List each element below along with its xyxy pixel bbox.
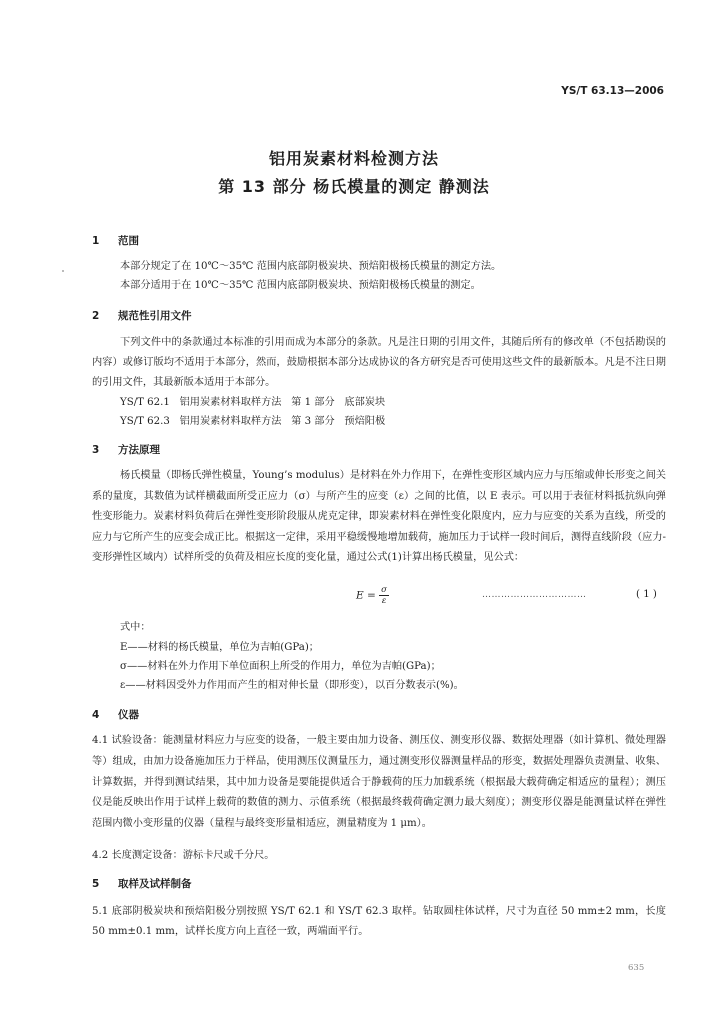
section-title: 规范性引用文件 [118, 310, 192, 322]
variable-epsilon: ε——材料因受外力作用而产生的相对伸长量（即形变），以百分数表示(%)。 [120, 680, 464, 691]
section-title: 仪器 [118, 709, 139, 721]
page-number: 635 [628, 963, 645, 973]
formula-denominator: ε [381, 596, 387, 606]
clause-4-2: 4.2 长度测定设备：游标卡尺或千分尺。 [92, 850, 275, 861]
clause-5-1: 5.1 底部阴极炭块和预焙阳极分别按照 YS/T 62.1 和 YS/T 62.3 取样。钻取圆柱体试样，尺寸为直径 50 mm±2 mm，长度 50 mm±0.1 mm，试样长度方向上直径一致，两端面平行。 [92, 906, 666, 938]
section-3-heading [92, 442, 160, 457]
scan-speck [62, 270, 64, 272]
section-title: 取样及试样制备 [118, 878, 192, 890]
reference-2: YS/T 62.3 铝用炭素材料取样方法 第 3 部分 预焙阳极 [120, 416, 386, 427]
where-label: 式中： [120, 622, 151, 633]
section-3-body: 杨氏模量（即杨氏弹性模量，Young’s modulus）是材料在外力作用下，在弹性变形区域内应力与压缩或伸长形变之间关系的量度，其数值为试样横截面所受正应力（σ）与所产生的应变（ε）之间的比值，以 E 表示。可以用于表征材料抵抗纵向弹性变形能力。炭素材料负荷后在弹性变形阶段服从虎克定律，即炭素材料在弹性变化限度内，应力与应变的关系为直线，所受的应力与它所产生的应变会成正比。根据这一定律，采用平稳缓慢地增加载荷，施加压力于试样一段时间后，测得直线阶段（应力-变形弹性区域内）试样所受的负荷及相应长度的变化量，通过公式(1)计算出杨氏模量，见公式： [92, 470, 666, 564]
section-number: 1 [92, 235, 100, 247]
section-1-heading [92, 233, 139, 248]
standard-code: YS/T 63.13—2006 [561, 85, 664, 97]
section-5-heading [92, 876, 192, 891]
section-1-paragraph-1: 本部分规定了在 10℃～35℃ 范围内底部阴极炭块、预焙阳极杨氏模量的测定方法。 [120, 261, 502, 272]
section-number: 4 [92, 709, 100, 721]
section-number: 3 [92, 444, 100, 456]
variable-e: E——材料的杨氏模量，单位为吉帕(GPa)； [120, 642, 319, 653]
formula-leader-dots: …………………………… [482, 590, 587, 600]
section-title: 范围 [118, 235, 139, 247]
clause-4-1: 4.1 试验设备：能测量材料应力与应变的设备，一般主要由加力设备、测压仪、测变形仪器、数据处理器（如计算机、微处理器等）组成，由加力设备施加压力于样品，使用测压仪测量压力，通过测变形仪器测量样品的形变，数据处理器负责测量、收集、计算数据，并得到测试结果，其中加力设备是要能提供适合于静载荷的压力加载系统（根据最大载荷确定相适应的量程）；测压仪是能反映出作用于试样上载荷的数值的测力、示值系统（根据最终载荷确定测力最大刻度）；测变形仪器是能测量试样在弹性范围内微小变形量的仪器（量程与最终变形量相适应，测量精度为 1 μm）。 [92, 735, 666, 830]
section-1-paragraph-2: 本部分适用于在 10℃～35℃ 范围内底部阴极炭块、预焙阳极杨氏模量的测定。 [120, 280, 481, 291]
formula-numerator: σ [381, 585, 387, 595]
section-number: 5 [92, 878, 100, 890]
formula-lhs: E = [356, 589, 376, 602]
section-number: 2 [92, 310, 100, 322]
formula-fraction [379, 585, 389, 606]
section-4-heading [92, 707, 139, 722]
variable-sigma: σ——材料在外力作用下单位面积上所受的作用力，单位为吉帕(GPa)； [120, 661, 441, 672]
title-line-2: 第 13 部分 杨氏模量的测定 静测法 [218, 177, 490, 196]
reference-1: YS/T 62.1 铝用炭素材料取样方法 第 1 部分 底部炭块 [120, 397, 386, 408]
title-line-1: 铝用炭素材料检测方法 [268, 149, 439, 168]
section-2-body: 下列文件中的条款通过本标准的引用而成为本部分的条款。凡是注日期的引用文件，其随后所有的修改单（不包括勘误的内容）或修订版均不适用于本部分，然而，鼓励根据本部分达成协议的各方研究是否可使用这些文件的最新版本。凡是不注日期的引用文件，其最新版本适用于本部分。 [92, 337, 666, 389]
section-title: 方法原理 [118, 444, 160, 456]
formula-1 [356, 585, 389, 606]
formula-number: ( 1 ) [636, 589, 657, 600]
section-2-heading [92, 308, 192, 323]
